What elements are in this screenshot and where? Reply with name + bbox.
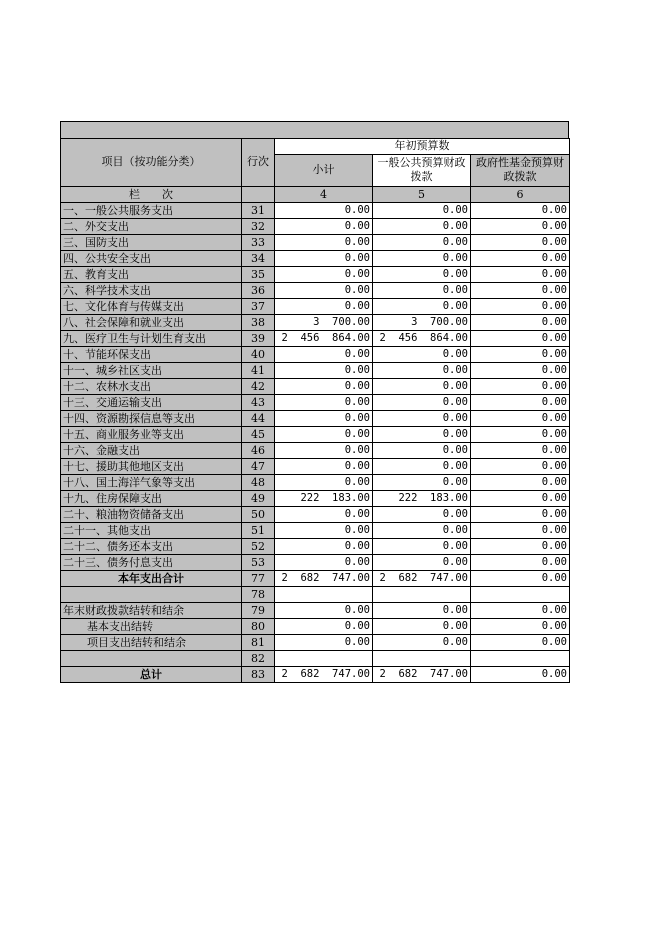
row-number: 40 xyxy=(242,346,275,362)
row-item-name: 项目支出结转和结余 xyxy=(61,634,242,650)
row-value-general-budget: 2 682 747.00 xyxy=(373,666,471,682)
row-item-name: 二、外交支出 xyxy=(61,218,242,234)
row-value-subtotal: 2 456 864.00 xyxy=(275,330,373,346)
row-item-name xyxy=(61,650,242,666)
row-value-subtotal: 0.00 xyxy=(275,346,373,362)
grand-total-row xyxy=(61,666,570,682)
row-value-general-budget: 0.00 xyxy=(373,522,471,538)
row-value-fund-budget: 0.00 xyxy=(471,378,570,394)
table-row xyxy=(61,554,570,570)
table-row xyxy=(61,346,570,362)
header-row-number: 行次 xyxy=(242,139,275,187)
row-number: 50 xyxy=(242,506,275,522)
table-row xyxy=(61,538,570,554)
row-value-general-budget: 0.00 xyxy=(373,410,471,426)
row-number: 81 xyxy=(242,634,275,650)
row-value-general-budget: 0.00 xyxy=(373,634,471,650)
table-row xyxy=(61,522,570,538)
row-value-general-budget: 0.00 xyxy=(373,442,471,458)
row-item-name: 五、教育支出 xyxy=(61,266,242,282)
row-value-fund-budget: 0.00 xyxy=(471,458,570,474)
table-row xyxy=(61,394,570,410)
row-value-general-budget: 0.00 xyxy=(373,474,471,490)
table-row xyxy=(61,458,570,474)
table-row xyxy=(61,218,570,234)
row-number: 51 xyxy=(242,522,275,538)
row-value-fund-budget: 0.00 xyxy=(471,442,570,458)
row-value-general-budget: 0.00 xyxy=(373,458,471,474)
row-number: 44 xyxy=(242,410,275,426)
table-row xyxy=(61,442,570,458)
row-number: 83 xyxy=(242,666,275,682)
row-value-fund-budget: 0.00 xyxy=(471,282,570,298)
row-number: 52 xyxy=(242,538,275,554)
row-value-general-budget xyxy=(373,586,471,602)
table-row xyxy=(61,362,570,378)
table-row xyxy=(61,474,570,490)
header-row-1 xyxy=(61,139,570,155)
row-value-fund-budget: 0.00 xyxy=(471,362,570,378)
row-value-subtotal: 0.00 xyxy=(275,362,373,378)
row-number: 33 xyxy=(242,234,275,250)
row-value-general-budget: 0.00 xyxy=(373,250,471,266)
row-item-name: 二十、粮油物资储备支出 xyxy=(61,506,242,522)
row-value-fund-budget: 0.00 xyxy=(471,426,570,442)
row-value-subtotal: 0.00 xyxy=(275,442,373,458)
row-item-name: 二十二、债务还本支出 xyxy=(61,538,242,554)
row-number: 39 xyxy=(242,330,275,346)
table-row xyxy=(61,202,570,218)
row-item-name: 十五、商业服务业等支出 xyxy=(61,426,242,442)
table-row xyxy=(61,266,570,282)
row-value-fund-budget: 0.00 xyxy=(471,330,570,346)
row-value-fund-budget: 0.00 xyxy=(471,346,570,362)
row-value-subtotal: 0.00 xyxy=(275,410,373,426)
row-number: 42 xyxy=(242,378,275,394)
table-row xyxy=(61,298,570,314)
row-value-subtotal: 0.00 xyxy=(275,426,373,442)
col4-number: 4 xyxy=(275,186,373,202)
sheet-title-bar xyxy=(60,121,569,138)
row-value-general-budget: 0.00 xyxy=(373,346,471,362)
row-number: 53 xyxy=(242,554,275,570)
row-number: 31 xyxy=(242,202,275,218)
carry-row xyxy=(61,602,570,618)
row-value-fund-budget: 0.00 xyxy=(471,506,570,522)
blank-row xyxy=(61,650,570,666)
row-item-name: 三、国防支出 xyxy=(61,234,242,250)
row-value-subtotal: 222 183.00 xyxy=(275,490,373,506)
project-carry-row xyxy=(61,634,570,650)
row-value-subtotal: 0.00 xyxy=(275,506,373,522)
row-value-fund-budget: 0.00 xyxy=(471,234,570,250)
table-row xyxy=(61,426,570,442)
row-value-subtotal xyxy=(275,650,373,666)
blank-row xyxy=(61,586,570,602)
row-item-name: 十、节能环保支出 xyxy=(61,346,242,362)
row-item-name: 本年支出合计 xyxy=(61,570,242,586)
row-number: 37 xyxy=(242,298,275,314)
row-value-subtotal: 0.00 xyxy=(275,538,373,554)
row-value-general-budget xyxy=(373,650,471,666)
row-value-general-budget: 0.00 xyxy=(373,554,471,570)
budget-expenditure-sheet xyxy=(60,121,569,683)
row-number: 35 xyxy=(242,266,275,282)
row-item-name: 十七、援助其他地区支出 xyxy=(61,458,242,474)
row-value-fund-budget xyxy=(471,650,570,666)
row-value-fund-budget: 0.00 xyxy=(471,490,570,506)
row-item-name xyxy=(61,586,242,602)
row-value-fund-budget: 0.00 xyxy=(471,410,570,426)
row-value-subtotal: 0.00 xyxy=(275,378,373,394)
row-value-general-budget: 0.00 xyxy=(373,602,471,618)
row-number: 79 xyxy=(242,602,275,618)
row-number: 45 xyxy=(242,426,275,442)
table-row xyxy=(61,282,570,298)
row-value-fund-budget: 0.00 xyxy=(471,618,570,634)
row-value-subtotal: 0.00 xyxy=(275,218,373,234)
row-number: 77 xyxy=(242,570,275,586)
row-number: 48 xyxy=(242,474,275,490)
row-value-subtotal: 0.00 xyxy=(275,634,373,650)
row-value-subtotal: 0.00 xyxy=(275,298,373,314)
row-value-fund-budget: 0.00 xyxy=(471,602,570,618)
header-col6: 政府性基金预算财政拨款 xyxy=(471,154,570,186)
row-value-subtotal: 0.00 xyxy=(275,522,373,538)
budget-table xyxy=(60,138,570,683)
row-value-fund-budget: 0.00 xyxy=(471,570,570,586)
row-number: 41 xyxy=(242,362,275,378)
row-value-subtotal: 0.00 xyxy=(275,250,373,266)
row-value-fund-budget: 0.00 xyxy=(471,298,570,314)
table-row xyxy=(61,234,570,250)
row-value-subtotal: 0.00 xyxy=(275,394,373,410)
row-value-subtotal: 0.00 xyxy=(275,202,373,218)
row-value-subtotal: 0.00 xyxy=(275,282,373,298)
row-item-name: 四、公共安全支出 xyxy=(61,250,242,266)
table-row xyxy=(61,490,570,506)
table-row xyxy=(61,506,570,522)
row-value-fund-budget: 0.00 xyxy=(471,474,570,490)
row-number: 34 xyxy=(242,250,275,266)
basic-carry-row xyxy=(61,618,570,634)
row-value-general-budget: 0.00 xyxy=(373,426,471,442)
row-value-general-budget: 222 183.00 xyxy=(373,490,471,506)
row-value-subtotal: 3 700.00 xyxy=(275,314,373,330)
row-value-fund-budget: 0.00 xyxy=(471,522,570,538)
table-row xyxy=(61,250,570,266)
col5-number: 5 xyxy=(373,186,471,202)
row-value-general-budget: 3 700.00 xyxy=(373,314,471,330)
row-item-name: 年末财政拨款结转和结余 xyxy=(61,602,242,618)
row-value-general-budget: 0.00 xyxy=(373,202,471,218)
row-item-name: 十六、金融支出 xyxy=(61,442,242,458)
row-number: 43 xyxy=(242,394,275,410)
row-value-general-budget: 0.00 xyxy=(373,234,471,250)
row-value-general-budget: 0.00 xyxy=(373,362,471,378)
table-row xyxy=(61,378,570,394)
row-value-subtotal: 0.00 xyxy=(275,266,373,282)
row-item-name: 十八、国土海洋气象等支出 xyxy=(61,474,242,490)
header-col5: 一般公共预算财政拨款 xyxy=(373,154,471,186)
row-value-fund-budget: 0.00 xyxy=(471,554,570,570)
row-item-name: 七、文化体育与传媒支出 xyxy=(61,298,242,314)
row-item-name: 十三、交通运输支出 xyxy=(61,394,242,410)
header-item: 项目（按功能分类） xyxy=(61,139,242,187)
column-number-row xyxy=(61,186,570,202)
row-number: 46 xyxy=(242,442,275,458)
lanci-label: 栏 次 xyxy=(61,186,242,202)
row-item-name: 一、一般公共服务支出 xyxy=(61,202,242,218)
row-value-fund-budget: 0.00 xyxy=(471,202,570,218)
row-number: 49 xyxy=(242,490,275,506)
table-row xyxy=(61,410,570,426)
row-item-name: 六、科学技术支出 xyxy=(61,282,242,298)
row-value-subtotal: 0.00 xyxy=(275,458,373,474)
row-value-general-budget: 0.00 xyxy=(373,538,471,554)
row-value-general-budget: 0.00 xyxy=(373,394,471,410)
total-year-row xyxy=(61,570,570,586)
row-value-general-budget: 0.00 xyxy=(373,282,471,298)
table-row xyxy=(61,330,570,346)
row-value-fund-budget: 0.00 xyxy=(471,266,570,282)
row-number: 80 xyxy=(242,618,275,634)
lanci-blank xyxy=(242,186,275,202)
row-item-name: 总计 xyxy=(61,666,242,682)
row-value-fund-budget xyxy=(471,586,570,602)
header-col4: 小计 xyxy=(275,154,373,186)
row-value-general-budget: 0.00 xyxy=(373,506,471,522)
row-value-subtotal: 0.00 xyxy=(275,602,373,618)
row-value-subtotal: 0.00 xyxy=(275,618,373,634)
row-value-subtotal: 2 682 747.00 xyxy=(275,666,373,682)
col6-number: 6 xyxy=(471,186,570,202)
row-item-name: 九、医疗卫生与计划生育支出 xyxy=(61,330,242,346)
row-item-name: 基本支出结转 xyxy=(61,618,242,634)
row-value-fund-budget: 0.00 xyxy=(471,538,570,554)
budget-table-body xyxy=(61,139,570,683)
row-number: 36 xyxy=(242,282,275,298)
row-item-name: 十四、资源勘探信息等支出 xyxy=(61,410,242,426)
row-item-name: 十九、住房保障支出 xyxy=(61,490,242,506)
row-value-fund-budget: 0.00 xyxy=(471,394,570,410)
row-value-fund-budget: 0.00 xyxy=(471,634,570,650)
row-value-fund-budget: 0.00 xyxy=(471,314,570,330)
row-number: 82 xyxy=(242,650,275,666)
row-value-general-budget: 2 682 747.00 xyxy=(373,570,471,586)
row-value-subtotal xyxy=(275,586,373,602)
row-value-general-budget: 0.00 xyxy=(373,618,471,634)
row-value-general-budget: 0.00 xyxy=(373,298,471,314)
row-value-general-budget: 0.00 xyxy=(373,378,471,394)
row-item-name: 八、社会保障和就业支出 xyxy=(61,314,242,330)
row-value-subtotal: 0.00 xyxy=(275,474,373,490)
row-value-fund-budget: 0.00 xyxy=(471,666,570,682)
row-value-general-budget: 2 456 864.00 xyxy=(373,330,471,346)
row-value-general-budget: 0.00 xyxy=(373,266,471,282)
row-item-name: 十二、农林水支出 xyxy=(61,378,242,394)
row-item-name: 二十一、其他支出 xyxy=(61,522,242,538)
row-value-subtotal: 2 682 747.00 xyxy=(275,570,373,586)
header-group: 年初预算数 xyxy=(275,139,570,155)
row-number: 32 xyxy=(242,218,275,234)
row-value-subtotal: 0.00 xyxy=(275,234,373,250)
row-item-name: 十一、城乡社区支出 xyxy=(61,362,242,378)
row-value-fund-budget: 0.00 xyxy=(471,218,570,234)
row-value-subtotal: 0.00 xyxy=(275,554,373,570)
row-number: 47 xyxy=(242,458,275,474)
row-value-general-budget: 0.00 xyxy=(373,218,471,234)
row-value-fund-budget: 0.00 xyxy=(471,250,570,266)
row-number: 78 xyxy=(242,586,275,602)
table-row xyxy=(61,314,570,330)
row-number: 38 xyxy=(242,314,275,330)
row-item-name: 二十三、债务付息支出 xyxy=(61,554,242,570)
